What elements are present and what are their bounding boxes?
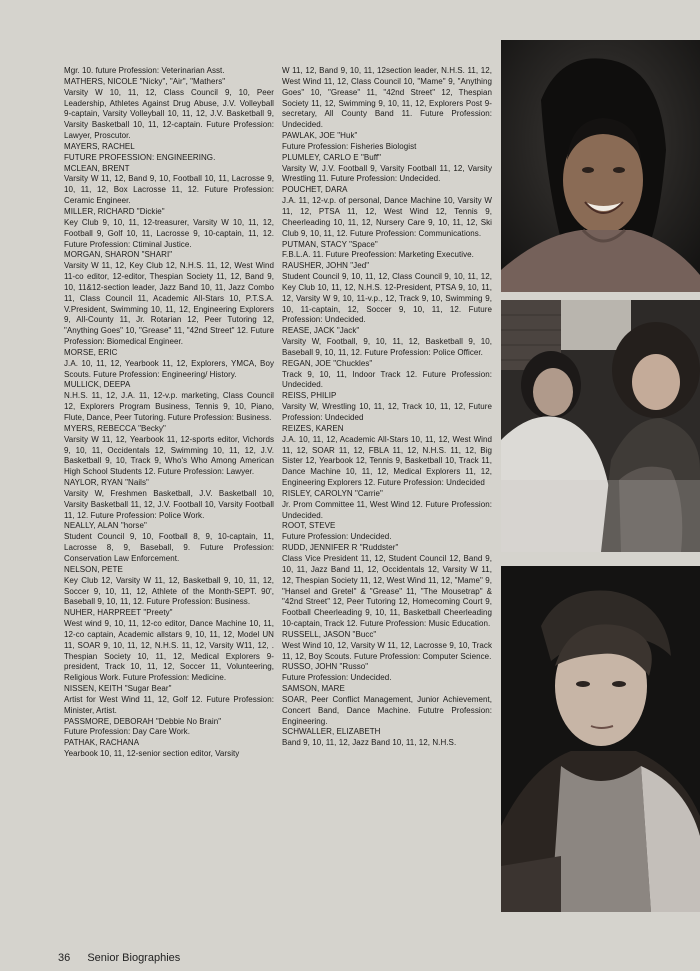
bio-line: Band 9, 10, 11, 12, Jazz Band 10, 11, 12, N.H.S. — [282, 738, 457, 748]
bio-name: MAYERS, RACHEL — [64, 141, 135, 151]
page-number: 36 — [58, 952, 71, 964]
biography-column-left — [64, 66, 274, 760]
bio-line: Future Profession: Undecided. — [282, 532, 392, 542]
bio-name: ROOT, STEVE — [282, 521, 336, 531]
bio-line: Student Council 9, 10, Football 8, 9, 10-captain, 11, Lacrosse 8, 9, Baseball, 9. Future Profession: Conservation Law Enforcement. — [64, 532, 274, 563]
bio-line: Varsity W 10, 11, 12, Class Council 9, 10, Peer Leadership, Athletes Against Drug Abuse, J.V. Volleyball 9-captain, Varsity Volleyball 10, 11, 12, J.V. Basketball 9, Varsity Basketball 10, 11, 12-captain. Future Profession: Lawyer, Proscutor. — [64, 87, 274, 141]
bio-line: Key Club 12, Varsity W 11, 12, Basketball 9, 10, 11, 12, Soccer 9, 10, 11, 12, Athlete of the Month-SEPT. 90', Baseball 9, 10, 11, 12. Future Profession: Business. — [64, 575, 274, 607]
bio-name: NUHER, HARPREET "Preety" — [64, 608, 173, 618]
bio-line: Future Profession: Day Care Work. — [64, 727, 190, 737]
bio-name: POUCHET, DARA — [282, 185, 348, 195]
section-title: Senior Biographies — [87, 952, 181, 964]
bio-name: REIZES, KAREN — [282, 423, 344, 433]
bio-line: Varsity W, Football, 9, 10, 11, 12, Basketball 9, 10, Baseball 9, 10, 11, 12. Future Profession: Police Officer. — [282, 337, 492, 357]
bio-line: F.B.L.A. 11. Future Preofession: Marketing Executive. — [282, 250, 474, 260]
bio-name: SCHWALLER, ELIZABETH — [282, 727, 381, 737]
bio-name: REASE, JACK "Jack" — [282, 326, 360, 336]
bio-name: MILLER, RICHARD "Dickie" — [64, 206, 165, 216]
bio-line: Varsity W, Freshmen Basketball, J.V. Basketball 10, Varsity Basketball 11, 12, J.V. Football 10, Varsity Football 11, 12. Future Profession: Police Work. — [64, 488, 274, 520]
bio-name: MATHERS, NICOLE "Nicky", "Air", "Mathers" — [64, 76, 226, 86]
bio-line: Yearbook 10, 11, 12-senior section editor, Varsity — [64, 749, 240, 759]
bio-line: FUTURE PROFESSION: ENGINEERING. — [64, 152, 216, 162]
bio-line: Future Profession: Fisheries Biologist — [282, 141, 417, 151]
bio-line: Future Profession: Undecided. — [282, 673, 392, 683]
bio-line: Student Council 9, 10, 11, 12, Class Council 9, 10, 11, 12, Key Club 10, 11, 12, N.H.S. 12-President, PTSA 9, 10, 11, 12, Varsity W 9, 10, 11-v.p., 12, Track 9, 10, Swimming 9, 10, 11-captain, 12, Soccer 9, 10, 11, 12. Future Profession: Undecided. — [282, 272, 492, 325]
bio-line: J.A. 10, 11, 12, Yearbook 11, 12, Explorers, YMCA, Boy Scouts. Future Profession: Engineering/ History. — [64, 358, 274, 379]
bio-name: MYERS, REBECCA "Becky" — [64, 423, 166, 433]
bio-name: RAUSHER, JOHN "Jed" — [282, 261, 370, 271]
biography-column-right — [282, 66, 492, 749]
bio-name: MORGAN, SHARON "SHARI" — [64, 250, 173, 260]
bio-line: Artist for West Wind 11, 12, Golf 12. Future Profession: Minister, Artist. — [64, 694, 274, 715]
bio-name: PLUMLEY, CARLO E "Buff" — [282, 152, 382, 162]
bio-line: West wind 9, 10, 11, 12-co editor, Dance Machine 10, 11, 12-co captain, Academic allstars 9, 10, 11, 12, Model UN 11, SOAR 9, 10, 11, 12, N.H.S. 11, 12, Varsity W11, 12, . Thespian Society 10, 11, 12, Medical Explorers 9-president, Track 10, 11, 12, Soccer 11, Volunteering, Religious Work. Future Profession: Medicine. — [64, 619, 274, 683]
bio-line: Varsity W 11, 12, Yearbook 11, 12-sports editor, Vichords 9, 10, 11, Occidentals 12, Swimming 10, 11, 12, J.V. Basketball 9, 10, Track 9, Who's Who Among American High School Students 12. Future Profession: Lawyer. — [64, 434, 274, 477]
bio-name: RUSSO, JOHN "Russo" — [282, 662, 369, 672]
bio-name: RISLEY, CAROLYN "Carrie" — [282, 488, 383, 498]
student-sweater-photo — [501, 566, 700, 912]
student-portrait-photo — [501, 40, 700, 292]
bio-line: SOAR, Peer Conflict Management, Junior Achievement, Concert Band, Dance Machine. Fututre Profession: Engineering. — [282, 694, 492, 726]
bio-name: PUTMAN, STACY "Space" — [282, 239, 378, 249]
bio-name: MULLICK, DEEPA — [64, 380, 131, 390]
bio-name: RUSSELL, JASON "Bucc" — [282, 629, 377, 639]
bio-line: Jr. Prom Committee 11, West Wind 12. Future Profession: Undecided. — [282, 499, 492, 520]
bio-name: RUDD, JENNIFER R "Ruddster" — [282, 543, 399, 553]
bio-name: REGAN, JOE "Chuckles" — [282, 358, 373, 368]
bio-line: J.A. 11, 12-v.p. of personal, Dance Machine 10, Varsity W 11, 12, PTSA 11, 12, West Wind 12, Tennis 9, Cheerleading 10, 11, 12, Nursery Care 9, 10, 11, 12, Ski Club 9, 10, 11, 12. Future Profession: Communications. — [282, 196, 492, 238]
bio-line: Varsity W, J.V. Football 9, Varsity Football 11, 12, Varsity Wrestling 11. Future Profession: Undecided. — [282, 163, 492, 184]
bio-line: W 11, 12, Band 9, 10, 11, 12section leader, N.H.S. 11, 12, West Wind 11, 12, Class Council 10, "Mame" 9, "Anything Goes" 10, "Grease" 11, "42nd Street" 12, Thespian Society 11, 12, Swimming 9, 10, 11, 12, Explorers Post 9-secretary, All County Band 11. Future Profession: Undecided. — [282, 66, 492, 130]
bio-line: Key Club 9, 10, 11, 12-treasurer, Varsity W 10, 11, 12, Football 9, Golf 10, 11, Lacrosse 9, 10-captain, 11, 12. Future Profession: Ctiminal Justice. — [64, 217, 274, 249]
bio-name: PATHAK, RACHANA — [64, 738, 140, 748]
bio-name: NEALLY, ALAN "horse" — [64, 521, 147, 531]
students-group-photo — [501, 300, 700, 552]
bio-name: NELSON, PETE — [64, 564, 123, 574]
bio-line: N.H.S. 11, 12, J.A. 11, 12-v.p. marketing, Class Council 12, Explorers Program Business, Tennis 9, 10, Piano, Flute, Dance, Peer Tutoring. Future Profession: Business. — [64, 391, 274, 422]
bio-line: Track 9, 10, 11, Indoor Track 12. Future Profession: Undecided. — [282, 369, 492, 390]
page-footer — [58, 952, 180, 964]
bio-line: West Wind 10, 12, Varsity W 11, 12, Lacrosse 9, 10, Track 11, 12, Boy Scouts. Future Profession: Computer Science. — [282, 640, 492, 661]
bio-name: SAMSON, MARE — [282, 684, 345, 694]
bio-name: MCLEAN, BRENT — [64, 163, 130, 173]
bio-line: Varsity W, Wrestling 10, 11, 12, Track 10, 11, 12, Future Profession: Undecided — [282, 402, 492, 422]
bio-line: Class Vice President 11, 12, Student Council 12, Band 9, 10, 11, Jazz Band 11, 12, Occidentals 12, Varsity W 11, 12, Thespian Society 11, 12, West Wind 11, 12, "Mame" 9, "Hansel and Gretel" & "Grease" 11, "The Mousetrap" & "42nd Street" 12, Peer Tutoring 12, Homecoming Court 9, Football Cheerleading 9, 10, 11, Basketball Cheerleading 10-captain, Track 12. Future Profession: Music Education. — [282, 553, 492, 629]
bio-line: J.A. 10, 11, 12, Academic All-Stars 10, 11, 12, West Wind 11, 12, SOAR 11, 12, FBLA 11, 12, N.H.S. 11, 12, Big Sister 12, Yearbook 12, Tennis 9, Basketball 10, Track 11, Dance Machine 10, 11, 12, Medical Explorers 11, 12, Engineering Explorers 12. Future Profession: Undecided — [282, 434, 492, 488]
bio-line: Varsity W 11, 12, Band 9, 10, Football 10, 11, Lacrosse 9, 10, 11, 12, Box Lacrosse 11, 12. Future Profession: Ceramic Engineer. — [64, 174, 274, 206]
bio-line: Varsity W 11, 12, Key Club 12, N.H.S. 11, 12, West Wind 11-co editor, 12-editor, Thespian Society 11, 12, Band 9, 10, 11&12-section leader, Jazz Band 10, 11, Jazz Combo 11, Class Council 11, Academic All-Stars 10, P.T.S.A. V.President, Swimming 10, 11, 12, Engineering Explorers 9, All-County 11, Jr. Rotarian 12, Peer Tutoring 12, "Anything Goes" 10, "Grease" 11, "42nd Street" 12. Future Profession: Biomedical Engineer. — [64, 261, 274, 347]
bio-name: PASSMORE, DEBORAH "Debbie No Brain" — [64, 716, 222, 726]
bio-name: NISSEN, KEITH "Sugar Bear" — [64, 684, 172, 694]
bio-name: NAYLOR, RYAN "Nails" — [64, 478, 149, 488]
bio-name: PAWLAK, JOE "Huk" — [282, 131, 358, 141]
bio-name: REISS, PHILIP — [282, 391, 337, 401]
bio-line: Mgr. 10. future Profession: Veterinarian Asst. — [64, 66, 225, 75]
bio-name: MORSE, ERIC — [64, 347, 118, 357]
